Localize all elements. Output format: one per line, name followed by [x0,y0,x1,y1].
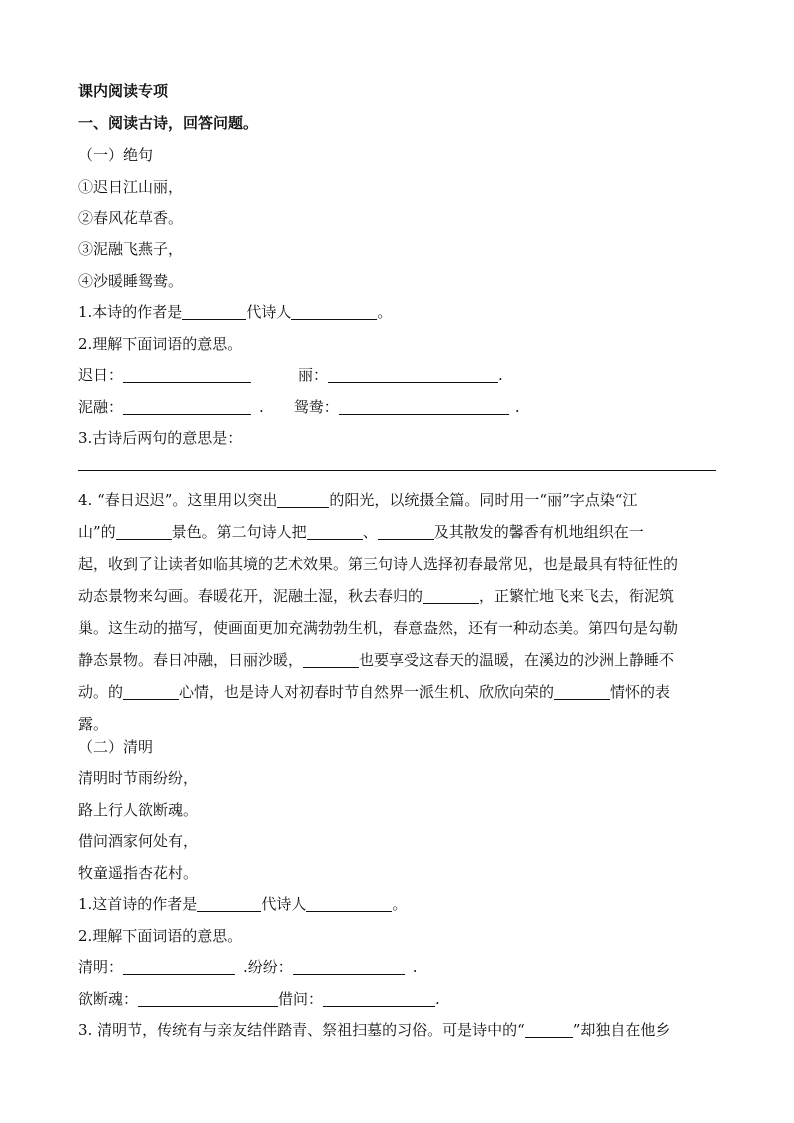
poem2-vocab-row-1: 清明： .纷纷： . [78,958,418,976]
poem1-title: （一）绝句 [78,146,154,164]
answer-line[interactable] [78,470,716,471]
poem2-question-1: 1.这首诗的作者是 代诗人 。 [78,895,408,913]
poem1-line-1: ①迟日江山丽， [78,178,184,196]
answer-blank[interactable] [554,683,610,700]
answer-blank[interactable] [293,958,405,975]
answer-blank[interactable] [182,303,246,320]
answer-blank[interactable] [123,398,251,415]
answer-blank[interactable] [307,523,363,540]
answer-blank[interactable] [123,366,251,383]
answer-blank[interactable] [277,491,329,508]
answer-blank[interactable] [123,958,235,975]
section-title: 一、阅读古诗，回答问题。 [78,114,259,132]
poem1-question-1: 1.本诗的作者是 代诗人 。 [78,303,393,321]
answer-blank[interactable] [138,990,278,1007]
poem1-line-4: ④沙暖睡鸳鸯。 [78,272,184,290]
answer-blank[interactable] [303,651,359,668]
answer-blank[interactable] [197,895,261,912]
poem1-vocab-row-2: 泥融： . 鸳鸯： . [78,398,520,416]
poem1-question-2-stem: 2.理解下面词语的意思。 [78,335,243,353]
poem2-title: （二）清明 [78,738,154,756]
answer-blank[interactable] [323,990,435,1007]
answer-blank[interactable] [306,895,392,912]
poem2-line-3: 借问酒家何处有， [78,832,199,850]
poem2-vocab-row-2: 欲断魂： 借问： . [78,990,440,1008]
poem2-line-2: 路上行人欲断魂。 [78,801,199,819]
answer-blank[interactable] [116,523,172,540]
answer-blank[interactable] [123,683,179,700]
poem1-line-3: ③泥融飞燕子， [78,240,184,258]
poem1-line-2: ②春风花草香。 [78,209,184,227]
answer-blank[interactable] [328,366,498,383]
poem2-line-4: 牧童遥指杏花村。 [78,864,199,882]
poem1-question-4: 4. “春日迟迟”。这里用以突出 的阳光，以统摄全篇。同时用一“丽”字点染“江 山”的 景色。第二句诗人把 、 及其散发的馨香有机地组织在一 起，收到了让读者如临其境的艺术效果。第三句诗人选择初春最常见，也是最具有特征性的 动态景物来勾画。春暖花开，泥融土湿，秋去春归的 ，正繁忙地飞来飞去，衔泥筑 巢。这生动的描写，使画面更加充满勃勃生机，春意盎然，还有一种动态美。第四句是勾勒 静态景物。春日冲融，日丽沙暖， 也要享受这春天的温暖，在溪边的沙洲上静睡不 动。的 心情，也是诗人对初春时节自然界一派生机、欣欣向荣的 情怀的表 露。 [78,491,679,733]
answer-blank[interactable] [423,587,479,604]
poem2-line-1: 清明时节雨纷纷， [78,769,199,787]
answer-blank[interactable] [339,398,509,415]
poem1-vocab-row-1: 迟日： 丽： . [78,366,503,384]
answer-blank[interactable] [525,1021,573,1038]
page-heading: 课内阅读专项 [78,82,169,100]
answer-blank[interactable] [291,303,377,320]
poem1-question-3: 3.古诗后两句的意思是： [78,429,243,447]
poem2-question-2-stem: 2.理解下面词语的意思。 [78,927,243,945]
answer-blank[interactable] [378,523,434,540]
poem2-question-3: 3. 清明节，传统有与亲友结伴踏青、祭祖扫墓的习俗。可是诗中的“ ”却独自在他乡 [78,1021,671,1039]
